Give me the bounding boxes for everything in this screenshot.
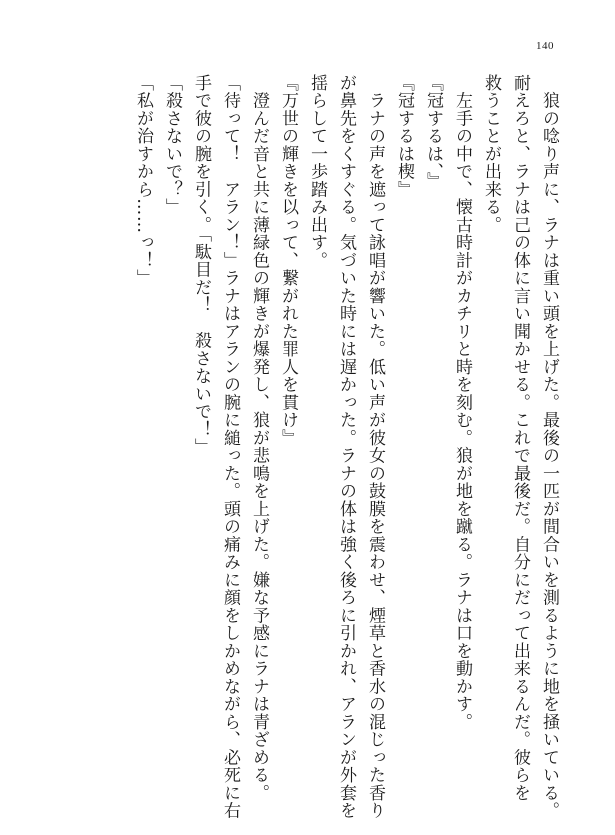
text-line: 『冠するは、』	[423, 74, 443, 190]
vertical-text-body	[103, 74, 563, 834]
text-line: 救うことが出来る。	[481, 74, 501, 234]
text-line: 狼の唸り声に、ラナは重い頭を上げた。最後の一匹が間合いを測るように地を掻いている。	[539, 74, 559, 820]
text-line: 手で彼の腕を引く。「駄目だ！ 殺さないで！」	[191, 74, 211, 456]
text-line: 「殺さないで？」	[162, 74, 182, 216]
text-line: 澄んだ音と共に薄緑色の輝きが爆発し、狼が悲鳴を上げた。嫌な予感にラナは青ざめる。	[249, 74, 269, 802]
text-line: 『万世の輝きを以って、繋がれた罪人を貫け』	[278, 74, 298, 447]
text-line: ラナの声を遮って詠唱が響いた。低い声が彼女の鼓膜を震わせ、煙草と香水の混じった香り	[365, 74, 385, 820]
page-number: 140	[536, 40, 554, 52]
text-line: 「私が治すから……っ！」	[133, 74, 153, 287]
text-line: 揺らして一歩踏み出す。	[307, 74, 327, 270]
text-line: が鼻先をくすぐる。気づいた時には遅かった。ラナの体は強く後ろに引かれ、アランが外套を	[336, 74, 356, 820]
text-line: 『冠するは楔』	[394, 74, 414, 199]
text-line: 耐えろと、ラナは己の体に言い聞かせる。これで最後だ。自分にだって出来るんだ。彼らを	[510, 74, 530, 802]
text-line: 「待って！ アラン！」ラナはアランの腕に縋った。頭の痛みに顔をしかめながら、必死に右	[220, 74, 240, 820]
text-line: 左手の中で、懐古時計がカチリと時を刻む。狼が地を蹴る。ラナは口を動かす。	[452, 74, 472, 731]
